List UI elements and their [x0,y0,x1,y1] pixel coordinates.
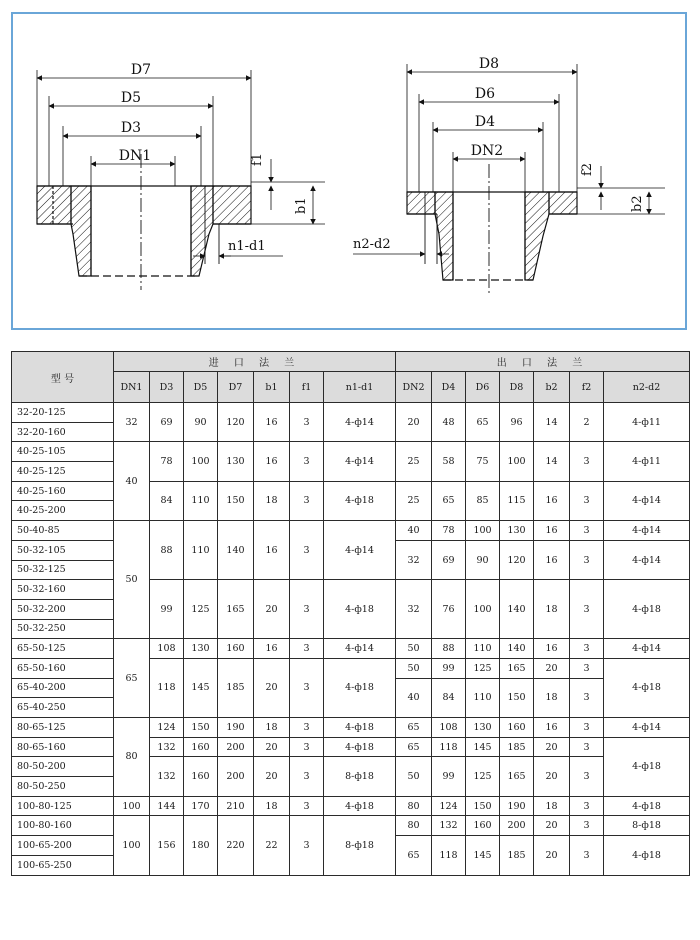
inlet-value-cell: 4-ф14 [324,639,396,659]
inlet-value-cell: 16 [254,442,290,481]
outlet-value-cell: 20 [534,658,570,678]
dn1-cell: 100 [114,816,150,875]
outlet-value-cell: 2 [570,403,604,442]
model-cell: 65-50-160 [12,658,114,678]
model-cell: 40-25-200 [12,501,114,521]
outlet-value-cell: 3 [570,639,604,659]
inlet-value-cell: 100 [184,442,218,481]
dn1-cell: 50 [114,521,150,639]
inlet-value-cell: 69 [150,403,184,442]
outlet-value-cell: 132 [432,816,466,836]
inlet-value-cell: 84 [150,481,184,520]
outlet-value-cell: 20 [534,737,570,757]
inlet-value-cell: 78 [150,442,184,481]
inlet-value-cell: 110 [184,521,218,580]
model-cell: 50-32-200 [12,599,114,619]
outlet-value-cell: 14 [534,403,570,442]
inlet-value-cell: 20 [254,757,290,796]
model-cell: 80-50-250 [12,777,114,797]
inlet-value-cell: 4-ф14 [324,442,396,481]
inlet-value-cell: 4-ф18 [324,658,396,717]
outlet-value-cell: 160 [500,718,534,738]
outlet-value-cell: 69 [432,540,466,579]
column-header: n2-d2 [604,372,690,403]
inlet-value-cell: 145 [184,658,218,717]
inlet-value-cell: 160 [184,757,218,796]
outlet-value-cell: 3 [570,580,604,639]
inlet-value-cell: 200 [218,737,254,757]
inlet-value-cell: 3 [290,442,324,481]
label-dn2: DN2 [470,143,504,159]
outlet-value-cell: 65 [432,481,466,520]
inlet-value-cell: 4-ф18 [324,737,396,757]
n2-d2-cell: 4-ф18 [604,737,690,796]
outlet-value-cell: 48 [432,403,466,442]
inlet-value-cell: 3 [290,580,324,639]
flange-dimension-table [11,351,690,876]
outlet-value-cell: 50 [396,639,432,659]
inlet-value-cell: 18 [254,796,290,816]
outlet-value-cell: 3 [570,718,604,738]
inlet-value-cell: 18 [254,481,290,520]
inlet-value-cell: 180 [184,816,218,875]
label-b2: b2 [630,195,645,212]
outlet-value-cell: 3 [570,737,604,757]
inlet-value-cell: 88 [150,521,184,580]
column-header: D3 [150,372,184,403]
outlet-value-cell: 200 [500,816,534,836]
inlet-value-cell: 4-ф18 [324,718,396,738]
outlet-value-cell: 20 [396,403,432,442]
model-cell: 40-25-160 [12,481,114,501]
outlet-value-cell: 40 [396,678,432,717]
inlet-value-cell: 140 [218,521,254,580]
inlet-value-cell: 200 [218,757,254,796]
outlet-value-cell: 100 [466,580,500,639]
model-cell: 100-80-160 [12,816,114,836]
inlet-value-cell: 18 [254,718,290,738]
inlet-value-cell: 130 [218,442,254,481]
inlet-value-cell: 3 [290,403,324,442]
outlet-value-cell: 145 [466,836,500,875]
inlet-value-cell: 110 [184,481,218,520]
outlet-value-cell: 3 [570,658,604,678]
outlet-value-cell: 3 [570,442,604,481]
inlet-value-cell: 99 [150,580,184,639]
outlet-value-cell: 85 [466,481,500,520]
outlet-value-cell: 65 [396,718,432,738]
model-cell: 32-20-125 [12,403,114,423]
outlet-value-cell: 185 [500,836,534,875]
label-n2-d2: n2-d2 [353,237,391,252]
inlet-value-cell: 8-ф18 [324,757,396,796]
outlet-value-cell: 140 [500,639,534,659]
outlet-value-cell: 3 [570,481,604,520]
outlet-value-cell: 108 [432,718,466,738]
model-cell: 100-80-125 [12,796,114,816]
n2-d2-cell: 4-ф18 [604,658,690,717]
inlet-value-cell: 118 [150,658,184,717]
inlet-value-cell: 210 [218,796,254,816]
model-cell: 80-65-160 [12,737,114,757]
inlet-value-cell: 20 [254,737,290,757]
column-header: n1-d1 [324,372,396,403]
outlet-value-cell: 80 [396,796,432,816]
outlet-value-cell: 125 [466,757,500,796]
outlet-value-cell: 16 [534,718,570,738]
inlet-value-cell: 190 [218,718,254,738]
outlet-value-cell: 150 [500,678,534,717]
outlet-value-cell: 4-ф18 [604,836,690,875]
inlet-value-cell: 20 [254,658,290,717]
flange-drawing-frame [11,12,687,330]
table-row [12,737,690,757]
outlet-value-cell: 65 [466,403,500,442]
outlet-value-cell: 130 [500,521,534,541]
outlet-value-cell: 16 [534,540,570,579]
label-d8: D8 [478,56,500,72]
inlet-value-cell: 4-ф18 [324,796,396,816]
column-header: f2 [570,372,604,403]
table-body [12,403,690,876]
inlet-value-cell: 108 [150,639,184,659]
dn1-cell: 100 [114,796,150,816]
outlet-value-cell: 120 [500,540,534,579]
inlet-value-cell: 8-ф18 [324,816,396,875]
table-row [12,718,690,738]
outlet-value-cell: 65 [396,836,432,875]
column-header: DN2 [396,372,432,403]
outlet-value-cell: 150 [466,796,500,816]
outlet-value-cell: 16 [534,639,570,659]
inlet-value-cell: 132 [150,757,184,796]
model-cell: 65-40-250 [12,698,114,718]
label-n1-d1: n1-d1 [228,239,266,254]
outlet-value-cell: 3 [570,796,604,816]
column-header: b2 [534,372,570,403]
model-cell: 80-65-125 [12,718,114,738]
outlet-value-cell: 4-ф14 [604,718,690,738]
table-row [12,442,690,462]
header-model: 型 号 [12,352,114,403]
inlet-value-cell: 120 [218,403,254,442]
outlet-value-cell: 58 [432,442,466,481]
outlet-value-cell: 20 [534,836,570,875]
column-header: f1 [290,372,324,403]
outlet-value-cell: 140 [500,580,534,639]
outlet-value-cell: 165 [500,658,534,678]
inlet-value-cell: 4-ф14 [324,521,396,580]
label-d3: D3 [120,120,142,136]
outlet-value-cell: 4-ф14 [604,521,690,541]
inlet-value-cell: 4-ф18 [324,580,396,639]
model-cell: 32-20-160 [12,422,114,442]
outlet-value-cell: 84 [432,678,466,717]
outlet-value-cell: 16 [534,521,570,541]
outlet-value-cell: 4-ф18 [604,580,690,639]
model-cell: 100-65-200 [12,836,114,856]
outlet-value-cell: 88 [432,639,466,659]
label-dn1: DN1 [118,148,152,164]
outlet-value-cell: 75 [466,442,500,481]
inlet-value-cell: 4-ф14 [324,403,396,442]
inlet-value-cell: 150 [218,481,254,520]
inlet-flange-view [37,70,325,290]
outlet-value-cell: 40 [396,521,432,541]
outlet-value-cell: 18 [534,580,570,639]
inlet-value-cell: 22 [254,816,290,875]
model-cell: 40-25-105 [12,442,114,462]
outlet-value-cell: 3 [570,836,604,875]
inlet-value-cell: 130 [184,639,218,659]
outlet-value-cell: 165 [500,757,534,796]
outlet-value-cell: 100 [466,521,500,541]
outlet-value-cell: 32 [396,580,432,639]
dn1-cell: 65 [114,639,150,718]
inlet-value-cell: 90 [184,403,218,442]
inlet-value-cell: 3 [290,658,324,717]
inlet-value-cell: 150 [184,718,218,738]
column-header: D8 [500,372,534,403]
label-d6: D6 [474,86,496,102]
outlet-value-cell: 130 [466,718,500,738]
inlet-value-cell: 220 [218,816,254,875]
inlet-value-cell: 3 [290,521,324,580]
outlet-value-cell: 115 [500,481,534,520]
column-header-row [12,372,690,403]
inlet-value-cell: 3 [290,718,324,738]
column-header: D5 [184,372,218,403]
model-cell: 40-25-125 [12,462,114,482]
outlet-value-cell: 32 [396,540,432,579]
outlet-value-cell: 18 [534,796,570,816]
inlet-value-cell: 3 [290,816,324,875]
inlet-value-cell: 16 [254,521,290,580]
model-cell: 50-32-125 [12,560,114,580]
header-outlet-flange: 出 口 法 兰 [396,352,690,372]
outlet-value-cell: 50 [396,658,432,678]
table-row [12,580,690,600]
outlet-value-cell: 185 [500,737,534,757]
table-row [12,639,690,659]
model-cell: 50-40-85 [12,521,114,541]
outlet-value-cell: 4-ф11 [604,442,690,481]
inlet-value-cell: 20 [254,580,290,639]
inlet-value-cell: 4-ф18 [324,481,396,520]
inlet-value-cell: 185 [218,658,254,717]
outlet-value-cell: 65 [396,737,432,757]
inlet-value-cell: 132 [150,737,184,757]
dn1-cell: 32 [114,403,150,442]
outlet-value-cell: 3 [570,678,604,717]
inlet-value-cell: 160 [218,639,254,659]
outlet-value-cell: 110 [466,639,500,659]
dn1-cell: 40 [114,442,150,521]
label-b1: b1 [294,197,309,214]
outlet-value-cell: 4-ф14 [604,639,690,659]
outlet-value-cell: 118 [432,836,466,875]
header-inlet-flange: 进 口 法 兰 [114,352,396,372]
inlet-value-cell: 3 [290,481,324,520]
column-header: b1 [254,372,290,403]
table-row [12,403,690,423]
outlet-value-cell: 99 [432,757,466,796]
inlet-value-cell: 144 [150,796,184,816]
column-header: D4 [432,372,466,403]
outlet-value-cell: 76 [432,580,466,639]
label-f1: f1 [250,152,265,166]
column-header: D6 [466,372,500,403]
outlet-value-cell: 80 [396,816,432,836]
outlet-value-cell: 190 [500,796,534,816]
table-row [12,521,690,541]
outlet-value-cell: 90 [466,540,500,579]
outlet-value-cell: 4-ф18 [604,796,690,816]
outlet-value-cell: 3 [570,540,604,579]
table-row [12,481,690,501]
inlet-value-cell: 3 [290,757,324,796]
outlet-flange-view [353,64,665,296]
column-header: DN1 [114,372,150,403]
model-cell: 65-40-200 [12,678,114,698]
flange-drawing [13,14,685,328]
inlet-value-cell: 16 [254,639,290,659]
outlet-value-cell: 16 [534,481,570,520]
inlet-value-cell: 3 [290,796,324,816]
dn1-cell: 80 [114,718,150,797]
outlet-value-cell: 78 [432,521,466,541]
outlet-value-cell: 99 [432,658,466,678]
outlet-value-cell: 50 [396,757,432,796]
inlet-value-cell: 124 [150,718,184,738]
outlet-value-cell: 25 [396,442,432,481]
inlet-value-cell: 170 [184,796,218,816]
model-cell: 50-32-105 [12,540,114,560]
outlet-value-cell: 3 [570,816,604,836]
outlet-value-cell: 125 [466,658,500,678]
model-cell: 50-32-160 [12,580,114,600]
inlet-value-cell: 16 [254,403,290,442]
outlet-value-cell: 3 [570,521,604,541]
outlet-value-cell: 145 [466,737,500,757]
table-row [12,757,690,777]
label-f2: f2 [580,162,595,176]
label-d4: D4 [474,114,496,130]
inlet-value-cell: 3 [290,639,324,659]
outlet-value-cell: 20 [534,816,570,836]
outlet-value-cell: 100 [500,442,534,481]
outlet-value-cell: 96 [500,403,534,442]
outlet-value-cell: 124 [432,796,466,816]
outlet-value-cell: 4-ф14 [604,481,690,520]
inlet-value-cell: 3 [290,737,324,757]
label-d5: D5 [120,90,142,106]
inlet-value-cell: 125 [184,580,218,639]
column-header: D7 [218,372,254,403]
label-d7: D7 [130,62,152,78]
inlet-value-cell: 160 [184,737,218,757]
outlet-value-cell: 4-ф11 [604,403,690,442]
model-cell: 100-65-250 [12,855,114,875]
outlet-value-cell: 3 [570,757,604,796]
table-row [12,658,690,678]
model-cell: 80-50-200 [12,757,114,777]
outlet-value-cell: 160 [466,816,500,836]
table-row [12,816,690,836]
outlet-value-cell: 118 [432,737,466,757]
model-cell: 50-32-250 [12,619,114,639]
outlet-value-cell: 110 [466,678,500,717]
outlet-value-cell: 25 [396,481,432,520]
outlet-value-cell: 8-ф18 [604,816,690,836]
inlet-value-cell: 156 [150,816,184,875]
outlet-value-cell: 20 [534,757,570,796]
table-row [12,796,690,816]
outlet-value-cell: 4-ф14 [604,540,690,579]
outlet-value-cell: 14 [534,442,570,481]
model-cell: 65-50-125 [12,639,114,659]
outlet-value-cell: 18 [534,678,570,717]
inlet-value-cell: 165 [218,580,254,639]
